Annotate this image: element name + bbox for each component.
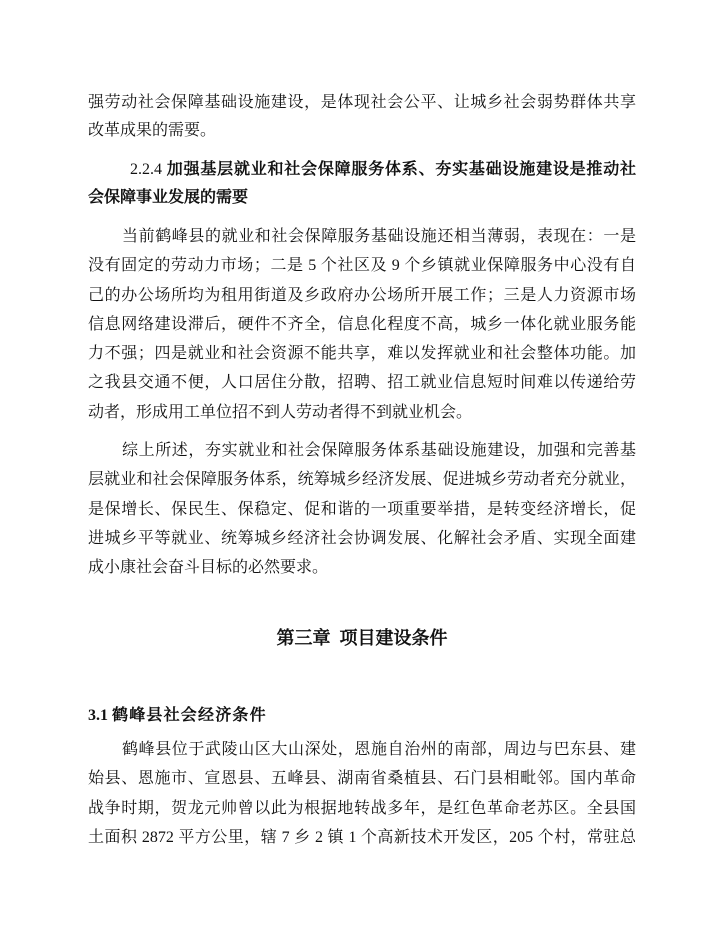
paragraph-line: 力不强；四是就业和社会资源不能共享，难以发挥就业和社会整体功能。加 [88, 345, 636, 363]
paragraph-line: 进城乡平等就业、统筹城乡经济社会协调发展、化解社会矛盾、实现全面建 [88, 529, 636, 547]
paragraph-line: 改革成果的需要。 [88, 122, 217, 139]
paragraph-continuation [88, 89, 636, 145]
paragraph-line: 之我县交通不便，人口居住分散，招聘、招工就业信息短时间难以传递给劳 [88, 374, 636, 392]
paragraph-line: 强劳动社会保障基础设施建设，是体现社会公平、让城乡社会弱势群体共享 [88, 94, 636, 111]
section-number: 3.1 [88, 707, 108, 724]
paragraph-line: 土面积 2872 平方公里，辖 7 乡 2 镇 1 个高新技术开发区，205 个村，常驻总 [88, 828, 636, 846]
section-title-text: 鹤峰县社会经济条件 [112, 707, 267, 724]
paragraph-1 [88, 222, 636, 427]
paragraph-3 [88, 735, 636, 852]
paragraph-line: 己的办公场所均为租用街道及乡政府办公场所开展工作；三是人力资源市场 [88, 286, 636, 304]
section-heading-line [88, 184, 636, 212]
section-title-text: 加强基层就业和社会保障服务体系、夯实基础设施建设是推动社 [166, 161, 636, 178]
paragraph-line: 层就业和社会保障服务体系，统筹城乡经济发展、促进城乡劳动者充分就业， [88, 471, 636, 489]
paragraph-line: 信息网络建设滞后，硬件不齐全，信息化程度不高，城乡一体化就业服务能 [88, 315, 636, 333]
paragraph-line: 综上所述，夯实就业和社会保障服务体系基础设施建设，加强和完善基 [122, 442, 636, 459]
paragraph-2 [88, 436, 636, 582]
paragraph-line: 没有固定的劳动力市场；二是 5 个社区及 9 个乡镇就业保障服务中心没有自 [88, 257, 636, 275]
section-heading-2-2-4 [88, 156, 636, 212]
paragraph-line: 动者，形成用工单位招不到人劳动者得不到就业机会。 [88, 403, 473, 421]
paragraph-line: 战争时期，贺龙元帅曾以此为根据地转战多年，是红色革命老苏区。全县国 [88, 799, 636, 817]
chapter-title: 第三章 项目建设条件 [276, 628, 448, 648]
paragraph-line: 是保增长、保民生、保稳定、促和谐的一项重要举措，是转变经济增长，促 [88, 500, 636, 518]
paragraph-line: 始县、恩施市、宣恩县、五峰县、湖南省桑植县、石门县相毗邻。国内革命 [88, 770, 636, 788]
section-title-text: 会保障事业发展的需要 [88, 189, 249, 206]
section-number: 2.2.4 [130, 161, 162, 178]
paragraph-line: 成小康社会奋斗目标的必然要求。 [88, 559, 329, 577]
paragraph-line: 鹤峰县位于武陵山区大山深处，恩施自治州的南部，周边与巴东县、建 [122, 741, 636, 758]
paragraph-line: 当前鹤峰县的就业和社会保障服务基础设施还相当薄弱，表现在：一是 [122, 228, 636, 245]
section-heading-line [88, 156, 636, 184]
section-heading-3-1 [88, 702, 636, 730]
